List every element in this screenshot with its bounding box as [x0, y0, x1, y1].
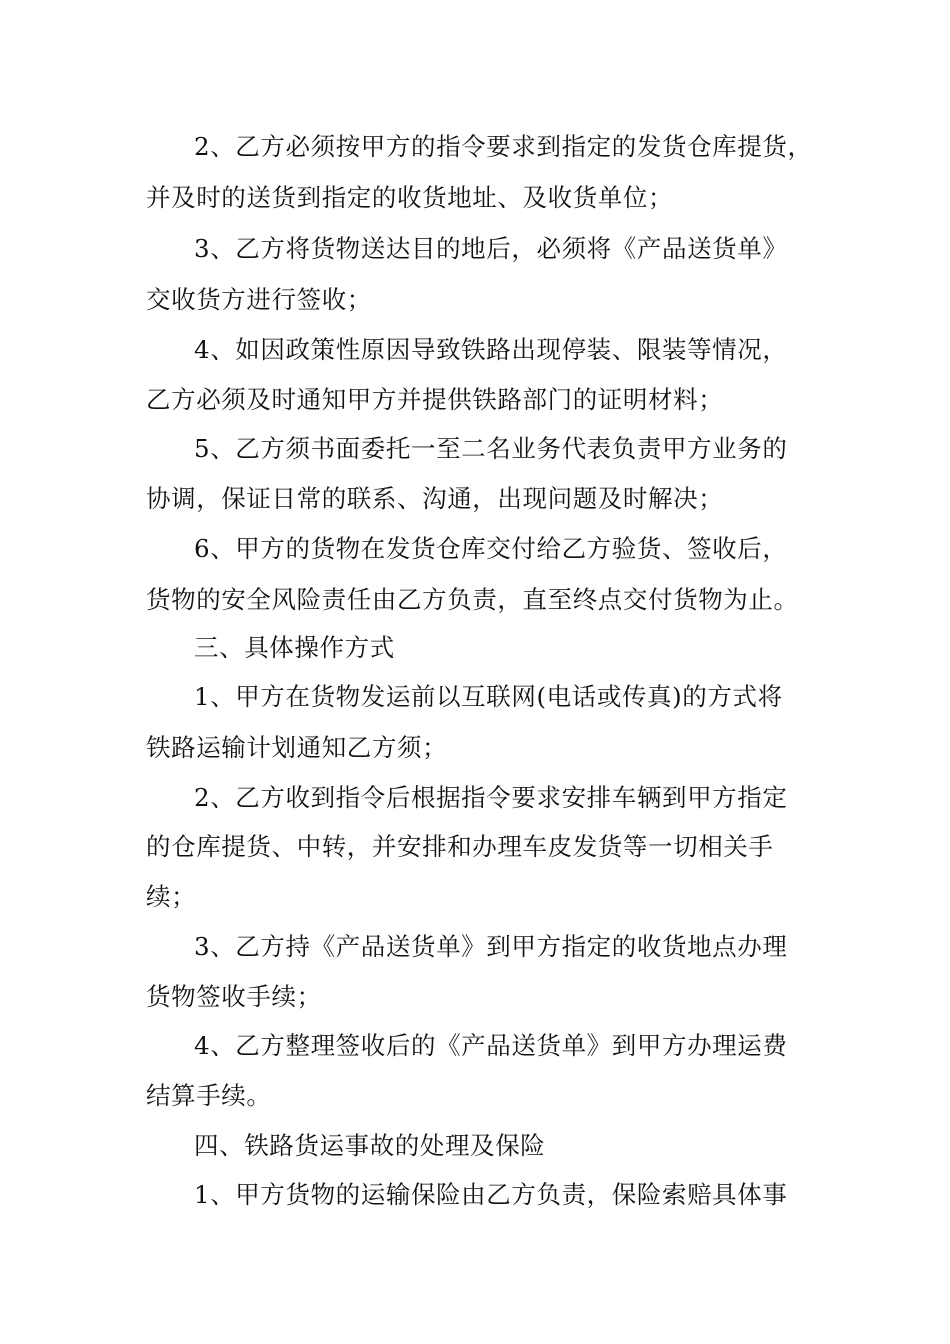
operation-item-4-line-1: 4、乙方整理签收后的《产品送货单》到甲方办理运费	[194, 1031, 788, 1060]
paragraph-2-line-2: 并及时的送货到指定的收货地址、及收货单位；	[146, 183, 674, 212]
paragraph-6-line-1: 6、甲方的货物在发货仓库交付给乙方验货、签收后，	[194, 534, 788, 563]
paragraph-2-line-1: 2、乙方必须按甲方的指令要求到指定的发货仓库提货，	[194, 132, 813, 161]
paragraph-3-line-2: 交收货方进行签收；	[146, 285, 372, 314]
operation-item-3-line-1: 3、乙方持《产品送货单》到甲方指定的收货地点办理	[194, 932, 788, 961]
section-heading-3: 三、具体操作方式	[194, 633, 395, 662]
paragraph-3-line-1: 3、乙方将货物送达目的地后，必须将《产品送货单》	[194, 234, 788, 263]
paragraph-4-line-1: 4、如因政策性原因导致铁路出现停装、限装等情况，	[194, 335, 788, 364]
operation-item-2-line-3: 续；	[146, 882, 197, 911]
paragraph-4-line-2: 乙方必须及时通知甲方并提供铁路部门的证明材料；	[146, 385, 724, 414]
operation-item-2-line-2: 的仓库提货、中转，并安排和办理车皮发货等一切相关手	[146, 832, 774, 861]
operation-item-2-line-1: 2、乙方收到指令后根据指令要求安排车辆到甲方指定	[194, 783, 788, 812]
paragraph-6-line-2: 货物的安全风险责任由乙方负责，直至终点交付货物为止。	[146, 585, 799, 614]
insurance-item-1-line-1: 1、甲方货物的运输保险由乙方负责，保险索赔具体事	[194, 1180, 788, 1209]
operation-item-3-line-2: 货物签收手续；	[146, 982, 322, 1011]
paragraph-5-line-2: 协调，保证日常的联系、沟通，出现问题及时解决；	[146, 484, 724, 513]
operation-item-4-line-2: 结算手续。	[146, 1081, 272, 1110]
section-heading-4: 四、铁路货运事故的处理及保险	[194, 1131, 546, 1160]
paragraph-5-line-1: 5、乙方须书面委托一至二名业务代表负责甲方业务的	[194, 434, 788, 463]
operation-item-1-line-2: 铁路运输计划通知乙方须；	[146, 733, 448, 762]
operation-item-1-line-1: 1、甲方在货物发运前以互联网(电话或传真)的方式将	[194, 682, 783, 711]
